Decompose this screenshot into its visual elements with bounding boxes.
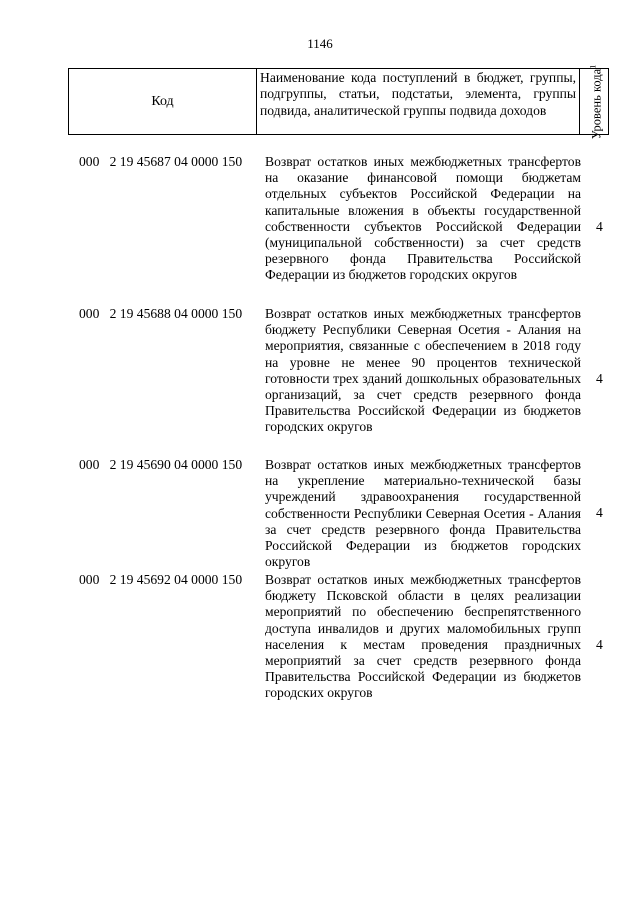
header-level-text: Уровень кода xyxy=(589,68,604,139)
header-level-label xyxy=(586,64,603,138)
row-level: 4 xyxy=(596,505,603,520)
row-code xyxy=(79,572,242,588)
row-level: 4 xyxy=(596,371,603,386)
row-name: Возврат остатков иных межбюджетных трансфертов на укрепление материально-технической базы учреждений здравоохранения государственной собственности Республики Северная Осетия - Алания за счет средств резервного фонда Правительства Российской Федерации из бюджетов городских округов xyxy=(265,457,581,570)
column-header-table xyxy=(68,64,609,139)
header-level-footnote: 1 xyxy=(588,64,598,69)
row-budget-code: 2 19 45688 04 0000 150 xyxy=(109,306,243,321)
header-name-cell: Наименование кода поступлений в бюджет, группы, подгруппы, статьи, подстатьи, элемента, группы подвида, аналитической группы подвида доходов xyxy=(257,69,580,134)
row-level: 4 xyxy=(596,219,603,234)
page-number: 1146 xyxy=(307,36,333,51)
row-code xyxy=(79,154,242,170)
row-name: Возврат остатков иных межбюджетных трансфертов на оказание финансовой помощи бюджетам отдельных субъектов Российской Федерации на капитальные вложения в объекты государственной собственности субъектов Российской Федерации (муниципальной собственности) за счет средств резервного фонда Правительства Российской Федерации из бюджетов городских округов xyxy=(265,154,581,283)
row-budget-code: 2 19 45690 04 0000 150 xyxy=(109,457,243,472)
header-level-cell xyxy=(581,64,609,139)
row-name: Возврат остатков иных межбюджетных трансфертов бюджету Псковской области в целях реализации мероприятий по обеспечению беспрепятственного доступа инвалидов и других маломобильных групп населения к местам проведения праздничных мероприятий за счет средств резервного фонда Правительства Российской Федерации из бюджетов городских округов xyxy=(265,572,581,701)
row-budget-code: 2 19 45692 04 0000 150 xyxy=(109,572,243,587)
row-admin-code: 000 xyxy=(79,306,100,321)
row-admin-code: 000 xyxy=(79,572,100,587)
row-name: Возврат остатков иных межбюджетных трансфертов бюджету Республики Северная Осетия - Алания на мероприятия, связанные с обеспечением в 2018 году на уровне не менее 90 процентов технической готовности трех зданий дошкольных образовательных организаций, за счет средств резервного фонда Правительства Российской Федерации из бюджетов городских округов xyxy=(265,306,581,435)
row-admin-code: 000 xyxy=(79,154,100,169)
row-budget-code: 2 19 45687 04 0000 150 xyxy=(109,154,243,169)
row-code xyxy=(79,306,242,322)
row-level: 4 xyxy=(596,637,603,652)
header-code-cell: Код xyxy=(69,69,257,134)
row-code xyxy=(79,457,242,473)
row-admin-code: 000 xyxy=(79,457,100,472)
